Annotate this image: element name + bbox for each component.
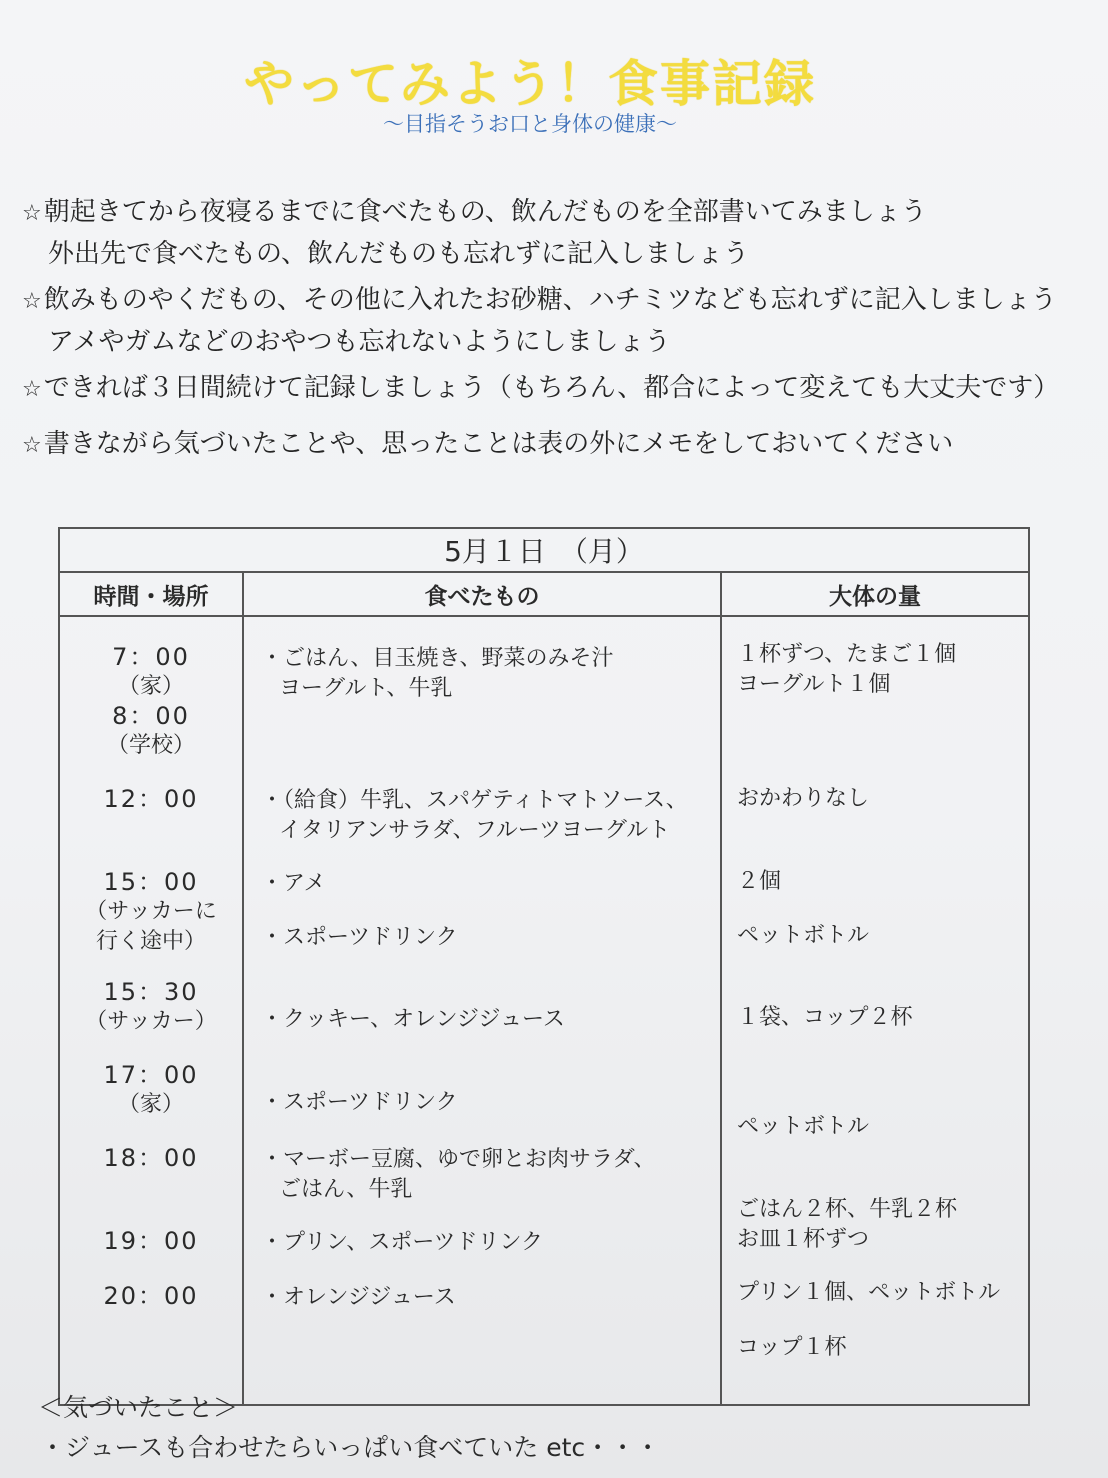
time-column xyxy=(59,616,243,1405)
star-icon: ☆ xyxy=(22,201,42,226)
food-item: ・プリン、スポーツドリンク xyxy=(261,1230,544,1255)
amount-item: ごはん２杯、牛乳２杯 xyxy=(737,1197,958,1222)
page-subtitle: ～目指そうお口と身体の健康～ xyxy=(383,112,677,136)
entry-time: 12：00 xyxy=(103,785,199,813)
food-item: ごはん、牛乳 xyxy=(279,1177,413,1202)
entry-time: 17：00 xyxy=(103,1061,199,1089)
entry-place: （サッカー） xyxy=(85,1009,217,1034)
star-icon: ☆ xyxy=(22,433,42,458)
header-amount: 大体の量 xyxy=(721,572,1029,616)
time-entry xyxy=(61,701,241,784)
food-entry xyxy=(245,701,719,784)
food-item: ヨーグルト、牛乳 xyxy=(279,676,453,701)
star-icon: ☆ xyxy=(22,289,42,314)
amount-entry xyxy=(723,1333,1027,1403)
instruction-text: できれば３日間続けて記録しましょう（もちろん、都合によって変えても大丈夫です） xyxy=(43,373,1060,403)
food-item: ・クッキー、オレンジジュース xyxy=(261,1007,565,1032)
food-entry xyxy=(245,1143,719,1226)
food-item: ・ごはん、目玉焼き、野菜のみそ汁 xyxy=(261,646,614,671)
time-entry xyxy=(61,867,241,977)
amount-item: おかわりなし xyxy=(737,786,870,811)
entry-place: （サッカーに行く途中） xyxy=(85,899,217,954)
amount-entry xyxy=(723,1003,1027,1086)
food-entry xyxy=(245,977,719,1060)
date-row xyxy=(59,528,1029,572)
entry-time: 7：00 xyxy=(112,643,190,671)
amount-item: お皿１杯ずつ xyxy=(737,1227,870,1252)
time-entry xyxy=(61,1143,241,1226)
amount-entry xyxy=(723,1112,1027,1195)
food-entry xyxy=(245,867,719,977)
header-row xyxy=(59,572,1029,616)
entry-place: （家） xyxy=(117,1092,184,1117)
entry-time: 18：00 xyxy=(103,1144,199,1172)
time-entry xyxy=(61,977,241,1060)
food-item: ・マーボー豆腐、ゆで卵とお肉サラダ、 xyxy=(261,1147,656,1172)
entry-time: 15：00 xyxy=(103,868,199,896)
notes-text: ・ジュースも合わせたらいっぱい食べていた etc・・・ xyxy=(40,1433,661,1462)
page-title: やってみよう！食事記録 xyxy=(244,55,816,113)
meal-log-table xyxy=(58,527,1030,1406)
time-entry xyxy=(61,618,241,701)
entry-place: （家） xyxy=(117,674,184,699)
instruction-1 xyxy=(22,192,1092,274)
amount-item: １袋、コップ２杯 xyxy=(737,1005,913,1030)
instruction-text: 朝起きてから夜寝るまでに食べたもの、飲んだものを全部書いてみましょう xyxy=(43,197,927,227)
food-entry xyxy=(245,1281,719,1351)
time-entry xyxy=(61,784,241,867)
amount-item: ２個 xyxy=(737,869,782,894)
amount-item: コップ１杯 xyxy=(737,1335,847,1360)
amount-entry xyxy=(723,701,1027,784)
food-column xyxy=(243,616,721,1405)
notes-heading: ＜気づいたこと＞ xyxy=(38,1393,239,1422)
amount-column xyxy=(721,616,1029,1405)
entry-place: （学校） xyxy=(106,733,195,758)
amount-entry xyxy=(723,618,1027,701)
amount-item: ペットボトル xyxy=(737,1114,870,1139)
header-food: 食べたもの xyxy=(243,572,721,616)
amount-entry xyxy=(723,867,1027,977)
table-date: 5月１日 （月） xyxy=(59,528,1029,572)
instruction-4 xyxy=(22,424,1092,466)
table-body-row xyxy=(59,616,1029,1405)
amount-item: １杯ずつ、たまご１個 xyxy=(737,642,957,667)
amount-item: プリン１個、ペットボトル xyxy=(737,1280,1001,1305)
food-item: イタリアンサラダ、フルーツヨーグルト xyxy=(279,818,671,843)
star-icon: ☆ xyxy=(22,377,42,402)
instruction-subtext: アメやガムなどのおやつも忘れないようにしましょう xyxy=(48,327,671,357)
food-entry xyxy=(245,784,719,867)
food-item: ・（給食）牛乳、スパゲティトマトソース、 xyxy=(261,788,688,813)
time-entry xyxy=(61,1226,241,1281)
instruction-2 xyxy=(22,280,1092,362)
entry-time: 15：30 xyxy=(103,978,199,1006)
food-item: ・オレンジジュース xyxy=(261,1285,456,1310)
instruction-text: 飲みものやくだもの、その他に入れたお砂糖、ハチミツなども忘れずに記入しましょう xyxy=(43,285,1057,315)
food-item: ・スポーツドリンク xyxy=(261,925,458,950)
amount-item: ヨーグルト１個 xyxy=(737,672,891,697)
instruction-text: 書きながら気づいたことや、思ったことは表の外にメモをしておいてください xyxy=(43,429,954,459)
entry-time: 19：00 xyxy=(103,1227,199,1255)
amount-entry xyxy=(723,1195,1027,1278)
food-item: ・スポーツドリンク xyxy=(261,1090,458,1115)
food-entry xyxy=(245,618,719,701)
header-time-place: 時間・場所 xyxy=(59,572,243,616)
entry-time: 20：00 xyxy=(103,1282,199,1310)
food-item: ・アメ xyxy=(261,871,326,896)
instruction-subtext: 外出先で食べたもの、飲んだものも忘れずに記入しましょう xyxy=(48,239,749,269)
entry-time: 8：00 xyxy=(112,702,190,730)
amount-entry xyxy=(723,1278,1027,1333)
amount-item: ペットボトル xyxy=(737,923,870,948)
time-entry xyxy=(61,1060,241,1143)
time-entry xyxy=(61,1281,241,1351)
food-entry xyxy=(245,1226,719,1281)
food-entry xyxy=(245,1060,719,1143)
amount-entry xyxy=(723,784,1027,867)
instruction-3 xyxy=(22,368,1092,410)
